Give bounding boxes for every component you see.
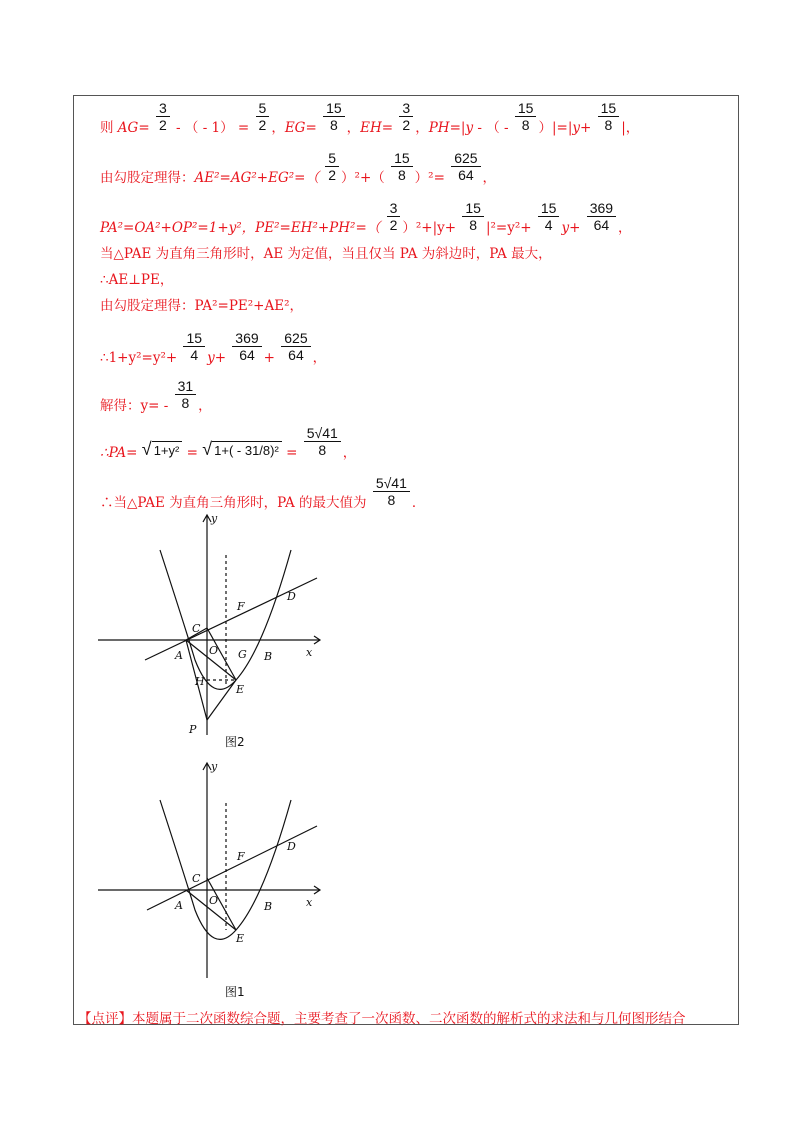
solution-line-8 (100, 378, 212, 423)
text: y+ (207, 350, 231, 366)
num: 625 (454, 150, 478, 166)
num: 3 (389, 200, 398, 216)
solution-line-7 (100, 330, 327, 375)
figure-1-caption: 图1 (225, 985, 245, 999)
num: 3 (158, 100, 167, 116)
label-a: A (175, 649, 183, 662)
fraction (391, 150, 413, 183)
den: 4 (190, 347, 199, 363)
radicand: 1+y² (152, 441, 183, 458)
label-d: D (287, 840, 296, 853)
den: 8 (469, 217, 478, 233)
num: 15 (600, 100, 617, 116)
figure-1-diagram (95, 758, 330, 988)
num: 15 (540, 200, 557, 216)
text: = (186, 445, 198, 461)
label-o: O (209, 644, 219, 657)
label-h: H (195, 675, 205, 688)
figure-2-caption: 图2 (225, 735, 245, 749)
fraction (451, 150, 480, 183)
text: ． (411, 495, 426, 511)
fraction (462, 200, 484, 233)
label-d: D (287, 590, 296, 603)
text: - （ - 1） = (176, 120, 254, 136)
text: |²=y²+ (485, 220, 536, 236)
den: 2 (328, 167, 337, 183)
text: ）²+|y+ (402, 220, 461, 236)
label-a: A (175, 899, 183, 912)
text: = (381, 120, 394, 136)
var: AG (117, 120, 139, 136)
fraction (175, 378, 197, 411)
den: 8 (397, 167, 406, 183)
label-e: E (236, 932, 245, 945)
parabola (160, 550, 291, 689)
equation: ∴1+y²=y²+ (100, 350, 182, 366)
den: 2 (158, 117, 167, 133)
solution-line-3 (100, 200, 632, 245)
num: 15 (186, 330, 203, 346)
text: ， (618, 220, 632, 236)
text: ， (482, 170, 497, 186)
den: 2 (389, 217, 398, 233)
label-b: B (264, 900, 273, 913)
text: + (580, 120, 596, 136)
fraction (399, 100, 413, 133)
fraction (538, 200, 560, 233)
text: = (286, 445, 298, 461)
num: 5 (258, 100, 267, 116)
label-c: C (192, 872, 201, 885)
radicand: 1+( - 31/8)² (212, 441, 282, 458)
solution-line-6: 由勾股定理得：PA²=PE²+AE²， (100, 298, 303, 314)
den: 64 (239, 347, 255, 363)
text: ， (415, 120, 429, 136)
den: 8 (604, 117, 613, 133)
num: 15 (326, 100, 342, 116)
text: = (138, 120, 150, 136)
den: 8 (387, 492, 396, 508)
fraction (304, 425, 341, 458)
num: 5√41 (306, 425, 338, 441)
text: |， (621, 120, 640, 136)
den: 64 (458, 167, 474, 183)
fraction (156, 100, 170, 133)
solution-line-4: 当△PAE 为直角三角形时，AE 为定值，当且仅当 PA 为斜边时，PA 最大， (100, 246, 552, 262)
figure-2-diagram (95, 510, 330, 750)
text: ）²= (414, 170, 445, 186)
label-f: F (237, 850, 245, 863)
text: ）|=| (538, 120, 573, 136)
label-g: G (238, 648, 247, 661)
den: 8 (318, 442, 327, 458)
num: 369 (589, 200, 614, 216)
label-c: C (192, 622, 201, 635)
sqrt-expression: √ 1+( - 31/8)² (202, 439, 282, 460)
text: ， (198, 398, 212, 414)
var: EH (360, 120, 382, 136)
var: y (465, 120, 474, 136)
den: 64 (593, 217, 610, 233)
text: 则 (100, 120, 118, 136)
text: y+ (561, 220, 585, 236)
fraction (587, 200, 616, 233)
num: 31 (177, 378, 194, 394)
review-comment: 【点评】本题属于二次函数综合题，主要考查了一次函数、二次函数的解析式的求法和与几何图形结合 (78, 1011, 686, 1027)
den: 8 (329, 117, 338, 133)
den: 8 (181, 395, 190, 411)
var: PH (428, 120, 450, 136)
solution-line-2 (100, 150, 497, 195)
fraction (256, 100, 270, 133)
var: EG (284, 120, 306, 136)
equation: AE²=AG²+EG²=（ (194, 170, 319, 186)
text: =| (449, 120, 466, 136)
fraction (232, 330, 261, 363)
fraction (281, 330, 310, 363)
text: ， (271, 120, 285, 136)
den: 8 (521, 117, 530, 133)
den: 4 (544, 217, 553, 233)
num: 625 (284, 330, 308, 346)
equation: ∴PA= (100, 445, 138, 461)
label-p: P (189, 723, 197, 736)
text: = (305, 120, 317, 136)
label-y: y (211, 760, 218, 773)
num: 15 (465, 200, 481, 216)
label-e: E (236, 683, 245, 696)
label-o: O (209, 894, 219, 907)
label-y: y (211, 512, 218, 525)
text: 由勾股定理得： (100, 170, 195, 186)
fraction (373, 475, 410, 508)
label-x: x (306, 646, 313, 659)
num: 5√41 (375, 475, 407, 491)
fraction (387, 200, 401, 233)
label-b: B (264, 650, 273, 663)
label-x: x (306, 896, 313, 909)
text: ， (342, 445, 357, 461)
fraction (183, 330, 205, 363)
text: ， (312, 350, 327, 366)
fraction (323, 100, 345, 133)
num: 5 (328, 150, 337, 166)
equation: 解得：y= - (100, 398, 173, 414)
text: + (263, 350, 280, 366)
var: y (572, 120, 581, 136)
fraction (515, 100, 537, 133)
den: 2 (402, 117, 411, 133)
label-f: F (237, 600, 245, 613)
num: 15 (517, 100, 534, 116)
text: ， (346, 120, 361, 136)
equation: PA²=OA²+OP²=1+y²，PE²=EH²+PH²=（ (100, 220, 381, 236)
fraction (325, 150, 339, 183)
solution-line-9 (100, 425, 357, 470)
text: ）²+（ (341, 170, 385, 186)
num: 3 (402, 100, 411, 116)
solution-line-5: ∴AE⊥PE， (100, 272, 174, 288)
text: - （ - (473, 120, 513, 136)
sqrt-expression: √ 1+y² (142, 439, 183, 460)
solution-line-1 (100, 100, 640, 145)
num: 369 (235, 330, 259, 346)
num: 15 (394, 150, 410, 166)
conclusion: ∴当△PAE 为直角三角形时，PA 的最大值为 (100, 495, 367, 511)
den: 2 (258, 117, 267, 133)
den: 64 (288, 347, 304, 363)
fraction (598, 100, 620, 133)
